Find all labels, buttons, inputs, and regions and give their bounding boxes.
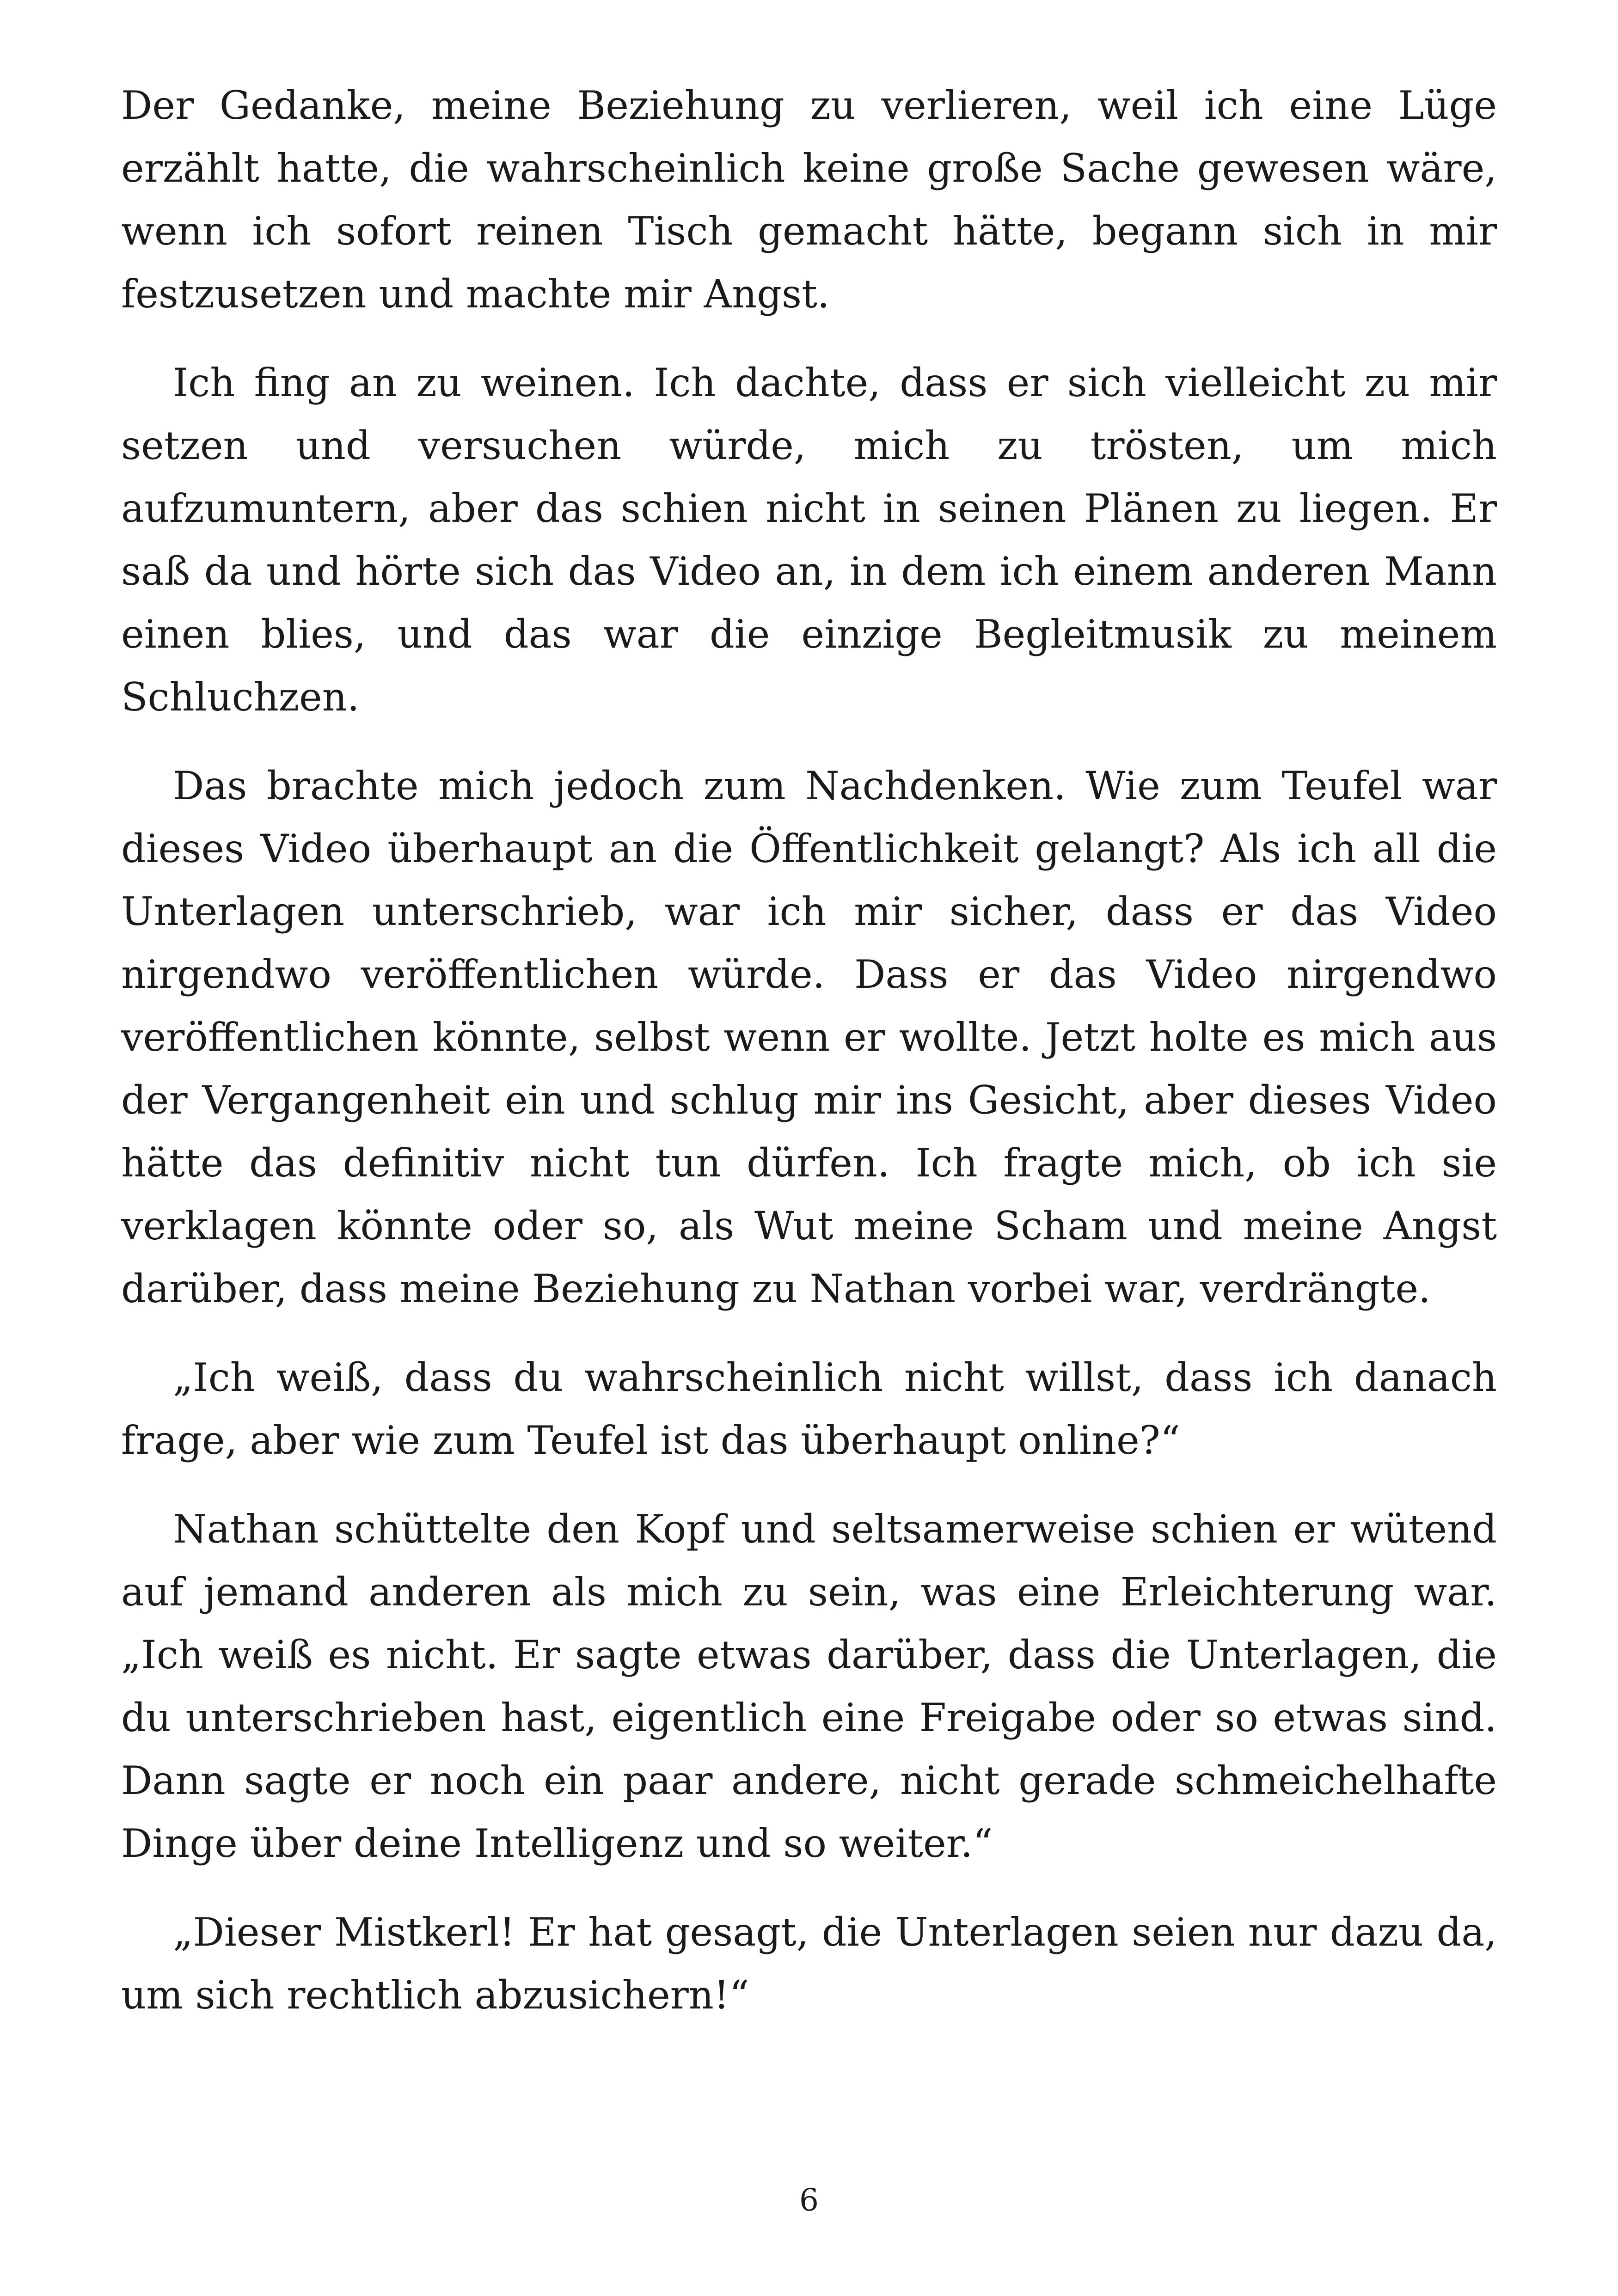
paragraph: Ich fing an zu weinen. Ich dachte, dass er sich vielleicht zu mir setzen und versuchen würde, mich zu trösten, um mich aufzumuntern, aber das schien nicht in seinen Plänen zu liegen. Er saß da und hörte sich das Video an, in dem ich einem anderen Mann einen blies, und das war die einzige Begleitmusik zu meinem Schluchzen.: [121, 360, 1497, 720]
paragraph: Nathan schüttelte den Kopf und seltsamerweise schien er wütend auf jemand anderen als mich zu sein, was eine Erleichterung war. „Ich weiß es nicht. Er sagte etwas darüber, dass die Unterlagen, die du unterschrieben hast, eigentlich eine Freigabe oder so etwas sind. Dann sagte er noch ein paar andere, nicht gerade schmeichelhafte Dinge über deine Intelligenz und so weiter.“: [121, 1506, 1497, 1866]
paragraph: „Dieser Mistkerl! Er hat gesagt, die Unterlagen seien nur dazu da, um sich rechtlich abzusichern!“: [121, 1910, 1497, 2018]
paragraph: Der Gedanke, meine Beziehung zu verlieren, weil ich eine Lüge erzählt hatte, die wahrscheinlich keine große Sache gewesen wäre, wenn ich sofort reinen Tisch gemacht hätte, begann sich in mir festzusetzen und machte mir Angst.: [121, 83, 1497, 317]
paragraph: „Ich weiß, dass du wahrscheinlich nicht willst, dass ich danach frage, aber wie zum Teufel ist das überhaupt online?“: [121, 1355, 1497, 1463]
paragraph: Das brachte mich jedoch zum Nachdenken. Wie zum Teufel war dieses Video überhaupt an die Öffentlichkeit gelangt? Als ich all die Unterlagen unterschrieb, war ich mir sicher, dass er das Video nirgendwo veröffentlichen würde. Dass er das Video nirgendwo veröffentlichen könnte, selbst wenn er wollte. Jetzt holte es mich aus der Vergangenheit ein und schlug mir ins Gesicht, aber dieses Video hätte das definitiv nicht tun dürfen. Ich fragte mich, ob ich sie verklagen könnte oder so, als Wut meine Scham und meine Angst darüber, dass meine Beziehung zu Nathan vorbei war, verdrängte.: [121, 763, 1497, 1311]
page-number: 6: [799, 2182, 819, 2218]
page-body: [121, 74, 1497, 2052]
